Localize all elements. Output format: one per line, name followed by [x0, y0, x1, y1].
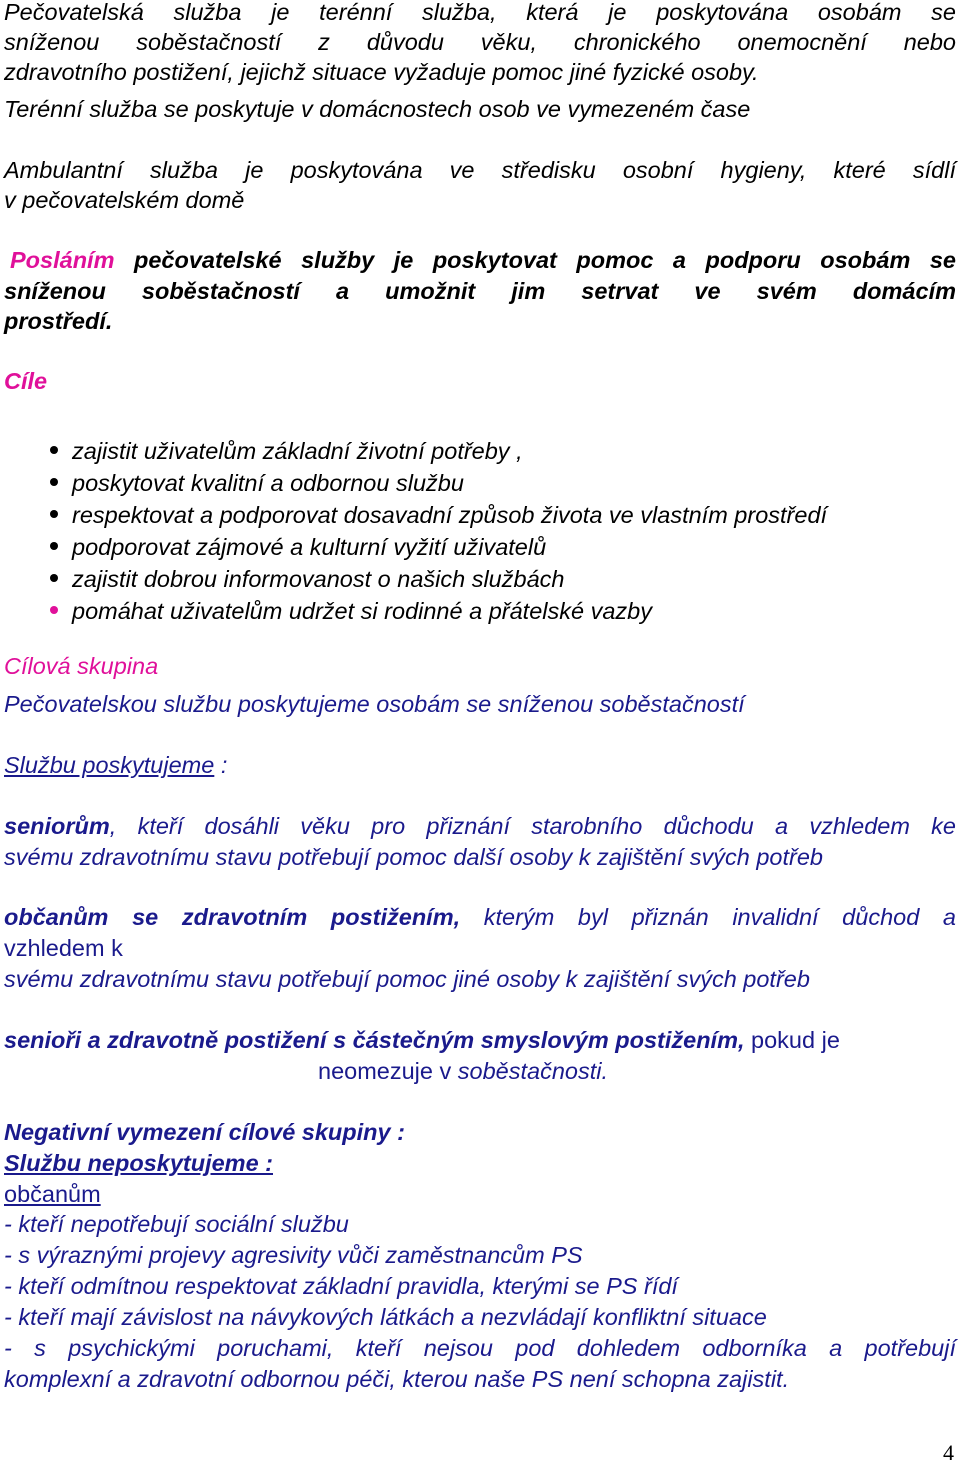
- negative-item: - kteří nepotřebují sociální službu: [4, 1211, 349, 1237]
- goal-item: poskytovat kvalitní a odbornou službu: [50, 468, 464, 498]
- negative-heading: Negativní vymezení cílové skupiny :: [4, 1119, 405, 1145]
- intro-line-2: sníženou soběstačností z důvodu věku, chronického onemocnění nebo: [4, 29, 956, 55]
- mission-line-2: sníženou soběstačností a umožnit jim setrvat ve svém domácím: [4, 278, 956, 304]
- ambulant-line-2: v pečovatelském domě: [4, 187, 245, 213]
- target-heading: Cílová skupina: [4, 653, 159, 679]
- seniors-bold: seniorům: [4, 813, 110, 839]
- bullet-icon: [50, 542, 58, 550]
- mission-line-1-rest: pečovatelské služby je poskytovat pomoc a podporu osobám se: [114, 247, 956, 273]
- disabled-line-3: svému zdravotnímu stavu potřebují pomoc jiné osoby k zajištění svých potřeb: [4, 966, 810, 992]
- target-text: Pečovatelskou službu poskytujeme osobám se sníženou soběstačností: [4, 691, 745, 717]
- goal-item: podporovat zájmové a kulturní vyžití uživatelů: [50, 532, 546, 562]
- intro-line-1: Pečovatelská služba je terénní služba, která je poskytována osobám se: [4, 0, 956, 25]
- disabled-bold: občanům se zdravotním postižením,: [4, 904, 461, 930]
- sensory-line-2: neomezuje v soběstačnosti.: [318, 1058, 609, 1084]
- sensory-bold: senioři a zdravotně postižení s částečným smyslovým postižením,: [4, 1027, 745, 1053]
- negative-item: - s výraznými projevy agresivity vůči zaměstnancům PS: [4, 1242, 583, 1268]
- mission-line-3: prostředí.: [4, 308, 113, 334]
- disabled-line-2: vzhledem k: [4, 935, 123, 961]
- negative-item: - s psychickými poruchami, kteří nejsou pod dohledem odborníka a potřebují: [4, 1335, 956, 1361]
- ambulant-line-1: Ambulantní služba je poskytována ve středisku osobní hygieny, které sídlí: [4, 157, 956, 183]
- citizens-label: občanům: [4, 1181, 101, 1207]
- provide-heading-line: Službu poskytujeme :: [4, 752, 228, 778]
- seniors-line-1: seniorům, kteří dosáhli věku pro přiznání starobního důchodu a vzhledem ke: [4, 813, 956, 839]
- goal-item: zajistit uživatelům základní životní potřeby ,: [50, 436, 523, 466]
- bullet-icon: [50, 510, 58, 518]
- goal-item: respektovat a podporovat dosavadní způsob života ve vlastním prostředí: [50, 500, 827, 530]
- bullet-icon: [50, 574, 58, 582]
- goal-item: zajistit dobrou informovanost o našich službách: [50, 564, 564, 594]
- bullet-icon: [50, 478, 58, 486]
- intro-line-4: Terénní služba se poskytuje v domácnostech osob ve vymezeném čase: [4, 96, 751, 122]
- provide-heading: Službu poskytujeme: [4, 752, 215, 778]
- goal-item: pomáhat uživatelům udržet si rodinné a přátelské vazby: [50, 596, 652, 626]
- not-provide-heading: Službu neposkytujeme :: [4, 1150, 273, 1176]
- bullet-icon: [50, 606, 58, 614]
- intro-line-3: zdravotního postižení, jejichž situace vyžaduje pomoc jiné fyzické osoby.: [4, 59, 759, 85]
- disabled-line-1: občanům se zdravotním postižením, kterým byl přiznán invalidní důchod a: [4, 904, 956, 930]
- negative-item: - kteří mají závislost na návykových látkách a nezvládají konfliktní situace: [4, 1304, 767, 1330]
- mission-lead: Posláním: [10, 247, 115, 273]
- page-number: 4: [943, 1440, 954, 1465]
- mission-line-1: [10, 245, 956, 275]
- seniors-line-2: svému zdravotnímu stavu potřebují pomoc další osoby k zajištění svých potřeb: [4, 844, 823, 870]
- negative-item-cont: komplexní a zdravotní odbornou péči, kterou naše PS není schopna zajistit.: [4, 1366, 790, 1392]
- sensory-line-1: senioři a zdravotně postižení s částečným smyslovým postižením, pokud je: [4, 1027, 840, 1053]
- goals-heading: Cíle: [4, 368, 48, 394]
- bullet-icon: [50, 446, 58, 454]
- negative-item: - kteří odmítnou respektovat základní pravidla, kterými se PS řídí: [4, 1273, 678, 1299]
